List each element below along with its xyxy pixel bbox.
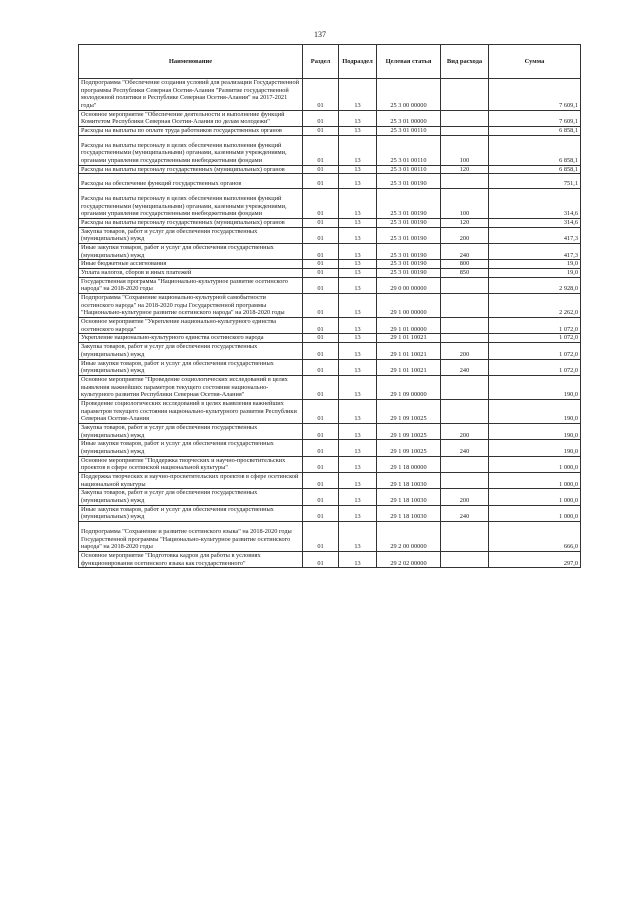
- row-name: Государственная программа "Национально-культурное развитие осетинского народа" на 2018-2020 годы: [79, 277, 303, 293]
- row-section: 01: [303, 110, 339, 126]
- row-section: 01: [303, 551, 339, 567]
- row-target: 29 1 01 10021: [377, 343, 441, 359]
- row-target: 29 1 18 00000: [377, 456, 441, 472]
- row-subsection: 13: [339, 505, 377, 521]
- table-row: [79, 110, 581, 126]
- table-row: [79, 269, 581, 278]
- row-sum: 666,0: [489, 521, 581, 551]
- row-sum: 6 858,1: [489, 127, 581, 136]
- row-expense-type: [441, 127, 489, 136]
- table-row: [79, 127, 581, 136]
- row-subsection: 13: [339, 79, 377, 111]
- row-section: 01: [303, 165, 339, 174]
- row-section: 01: [303, 318, 339, 334]
- row-expense-type: 240: [441, 244, 489, 260]
- row-section: 01: [303, 375, 339, 399]
- row-name: Основное мероприятие "Проведение социологических исследований в целях выявления важнейших параметров текущего состояния национально-культурного развития Республики Северная Осетия-Алания": [79, 375, 303, 399]
- row-target: 29 1 18 10030: [377, 489, 441, 505]
- row-section: 01: [303, 472, 339, 488]
- row-expense-type: 240: [441, 359, 489, 375]
- row-expense-type: [441, 472, 489, 488]
- row-name: Расходы на выплаты персоналу в целях обеспечения выполнения функций государственными (муниципальными) органами, казенными учреждениями, органами управления государственными внебюджетными фондами: [79, 189, 303, 219]
- row-sum: 1 072,0: [489, 359, 581, 375]
- row-section: 01: [303, 359, 339, 375]
- row-section: 01: [303, 269, 339, 278]
- row-section: 01: [303, 174, 339, 189]
- row-section: 01: [303, 423, 339, 439]
- row-name: Расходы на выплаты персоналу в целях обеспечения выполнения функций государственными (муниципальными) органами, казенными учреждениями, органами управления государственными внебюджетными фондами: [79, 135, 303, 165]
- row-sum: 1 072,0: [489, 343, 581, 359]
- row-target: 25 3 01 00190: [377, 219, 441, 228]
- row-target: 25 3 01 00000: [377, 110, 441, 126]
- row-name: Подпрограмма "Обеспечение создания условий для реализации Государственной программы Республики Северная Осетия-Алания "Развитие государственной молодежной политики в Республике Северная Осетия-Алания" на 2017-2021 годы": [79, 79, 303, 111]
- row-subsection: 13: [339, 423, 377, 439]
- row-name: Иные закупки товаров, работ и услуг для обеспечения государственных (муниципальных) нужд: [79, 359, 303, 375]
- table-row: [79, 260, 581, 269]
- row-name: Укрепление национально-культурного единства осетинского народа: [79, 334, 303, 343]
- row-sum: 1 072,0: [489, 334, 581, 343]
- table-row: [79, 334, 581, 343]
- row-section: 01: [303, 294, 339, 318]
- row-sum: 6 858,1: [489, 135, 581, 165]
- row-expense-type: 200: [441, 489, 489, 505]
- row-expense-type: 120: [441, 219, 489, 228]
- table-row: [79, 489, 581, 505]
- row-target: 25 3 01 00190: [377, 260, 441, 269]
- row-sum: 7 609,1: [489, 79, 581, 111]
- table-row: [79, 135, 581, 165]
- row-expense-type: 240: [441, 505, 489, 521]
- row-target: 29 1 18 10030: [377, 505, 441, 521]
- row-target: 29 2 00 00000: [377, 521, 441, 551]
- row-target: 29 1 01 00000: [377, 318, 441, 334]
- row-expense-type: [441, 399, 489, 423]
- row-target: 29 1 01 10021: [377, 359, 441, 375]
- row-target: 29 0 00 00000: [377, 277, 441, 293]
- row-sum: 6 858,1: [489, 165, 581, 174]
- row-section: 01: [303, 343, 339, 359]
- row-sum: 2 262,0: [489, 294, 581, 318]
- row-section: 01: [303, 399, 339, 423]
- row-subsection: 13: [339, 189, 377, 219]
- row-sum: 417,3: [489, 227, 581, 243]
- row-section: 01: [303, 219, 339, 228]
- row-subsection: 13: [339, 174, 377, 189]
- row-expense-type: [441, 334, 489, 343]
- column-header-sum: Сумма: [489, 45, 581, 79]
- row-name: Закупка товаров, работ и услуг для обеспечения государственных (муниципальных) нужд: [79, 423, 303, 439]
- row-expense-type: [441, 174, 489, 189]
- table-row: [79, 227, 581, 243]
- row-name: Расходы на выплаты по оплате труда работников государственных органов: [79, 127, 303, 136]
- row-sum: 417,3: [489, 244, 581, 260]
- column-header-expense-type: Вид расхода: [441, 45, 489, 79]
- table-header-row: [79, 45, 581, 79]
- row-expense-type: 100: [441, 135, 489, 165]
- table-row: [79, 505, 581, 521]
- row-expense-type: 120: [441, 165, 489, 174]
- row-name: Уплата налогов, сборов и иных платежей: [79, 269, 303, 278]
- row-target: 25 3 00 00000: [377, 79, 441, 111]
- table-row: [79, 277, 581, 293]
- row-subsection: 13: [339, 219, 377, 228]
- row-sum: 19,0: [489, 260, 581, 269]
- row-target: 25 3 01 00190: [377, 189, 441, 219]
- row-name: Подпрограмма "Сохранение и развитие осетинского языка" на 2018-2020 годы Государственной программы "Национально-культурное развитие осетинского народа" на 2018-2020 годы: [79, 521, 303, 551]
- row-target: 29 2 02 00000: [377, 551, 441, 567]
- row-subsection: 13: [339, 260, 377, 269]
- table-row: [79, 423, 581, 439]
- row-target: 25 3 01 00190: [377, 174, 441, 189]
- row-subsection: 13: [339, 399, 377, 423]
- row-target: 29 1 09 00000: [377, 375, 441, 399]
- row-target: 29 1 18 10030: [377, 472, 441, 488]
- column-header-subsection: Подраздел: [339, 45, 377, 79]
- row-section: 01: [303, 456, 339, 472]
- table-row: [79, 521, 581, 551]
- row-section: 01: [303, 79, 339, 111]
- row-subsection: 13: [339, 277, 377, 293]
- column-header-name: Наименование: [79, 45, 303, 79]
- budget-table: [78, 44, 581, 568]
- row-name: Проведение социологических исследований в целях выявления важнейших параметров текущего состояния национально-культурного развития Республики Северная Осетия-Алания: [79, 399, 303, 423]
- row-target: 29 1 00 00000: [377, 294, 441, 318]
- table-row: [79, 219, 581, 228]
- row-sum: 7 609,1: [489, 110, 581, 126]
- row-sum: 751,1: [489, 174, 581, 189]
- table-row: [79, 456, 581, 472]
- row-name: Подпрограмма "Сохранение национально-культурной самобытности осетинского народа" на 2018-2020 годы Государственной программы "Национально-культурное развитие осетинского народа" на 2018-2020 годы: [79, 294, 303, 318]
- row-subsection: 13: [339, 165, 377, 174]
- table-row: [79, 189, 581, 219]
- table-row: [79, 165, 581, 174]
- row-name: Иные закупки товаров, работ и услуг для обеспечения государственных (муниципальных) нужд: [79, 440, 303, 456]
- row-subsection: 13: [339, 127, 377, 136]
- row-sum: 1 072,0: [489, 318, 581, 334]
- row-subsection: 13: [339, 318, 377, 334]
- table-row: [79, 399, 581, 423]
- row-expense-type: [441, 318, 489, 334]
- row-subsection: 13: [339, 359, 377, 375]
- page-number: 137: [314, 30, 326, 39]
- row-target: 25 3 01 00190: [377, 269, 441, 278]
- row-subsection: 13: [339, 456, 377, 472]
- row-expense-type: 200: [441, 423, 489, 439]
- row-subsection: 13: [339, 521, 377, 551]
- row-name: Расходы на выплаты персоналу государственных (муниципальных) органов: [79, 165, 303, 174]
- row-section: 01: [303, 260, 339, 269]
- row-expense-type: [441, 79, 489, 111]
- row-section: 01: [303, 521, 339, 551]
- row-target: 29 1 09 10025: [377, 423, 441, 439]
- table-row: [79, 343, 581, 359]
- table-row: [79, 244, 581, 260]
- row-expense-type: 240: [441, 440, 489, 456]
- row-expense-type: [441, 294, 489, 318]
- row-section: 01: [303, 440, 339, 456]
- row-name: Основное мероприятие "Поддержка творческих и научно-просветительских проектов в сфере осетинской национальной культуры": [79, 456, 303, 472]
- row-expense-type: 100: [441, 189, 489, 219]
- row-section: 01: [303, 127, 339, 136]
- row-name: Основное мероприятие "Укрепление национально-культурного единства осетинского народа": [79, 318, 303, 334]
- table-row: [79, 174, 581, 189]
- row-sum: 19,0: [489, 269, 581, 278]
- row-target: 25 3 01 00110: [377, 135, 441, 165]
- row-target: 25 3 01 00190: [377, 244, 441, 260]
- row-section: 01: [303, 334, 339, 343]
- row-subsection: 13: [339, 375, 377, 399]
- row-section: 01: [303, 244, 339, 260]
- row-section: 01: [303, 277, 339, 293]
- row-sum: 190,0: [489, 423, 581, 439]
- row-target: 25 3 01 00190: [377, 227, 441, 243]
- row-sum: 1 000,0: [489, 472, 581, 488]
- row-sum: 1 000,0: [489, 489, 581, 505]
- row-subsection: 13: [339, 135, 377, 165]
- row-target: 25 3 01 00110: [377, 127, 441, 136]
- row-subsection: 13: [339, 334, 377, 343]
- row-section: 01: [303, 135, 339, 165]
- row-sum: 190,0: [489, 440, 581, 456]
- row-name: Основное мероприятие "Обеспечение деятельности и выполнение функций Комитетом Республики Северная Осетия-Алания по делам молодежи": [79, 110, 303, 126]
- row-target: 29 1 01 10021: [377, 334, 441, 343]
- table-row: [79, 79, 581, 111]
- row-sum: 190,0: [489, 399, 581, 423]
- row-subsection: 13: [339, 110, 377, 126]
- row-subsection: 13: [339, 244, 377, 260]
- row-expense-type: 200: [441, 227, 489, 243]
- row-sum: 297,0: [489, 551, 581, 567]
- row-expense-type: [441, 521, 489, 551]
- table-row: [79, 440, 581, 456]
- row-subsection: 13: [339, 472, 377, 488]
- row-name: Закупка товаров, работ и услуг для обеспечения государственных (муниципальных) нужд: [79, 227, 303, 243]
- row-section: 01: [303, 189, 339, 219]
- row-subsection: 13: [339, 227, 377, 243]
- row-expense-type: 800: [441, 260, 489, 269]
- row-expense-type: 200: [441, 343, 489, 359]
- column-header-section: Раздел: [303, 45, 339, 79]
- row-sum: 1 000,0: [489, 456, 581, 472]
- row-name: Иные закупки товаров, работ и услуг для обеспечения государственных (муниципальных) нужд: [79, 244, 303, 260]
- row-target: 29 1 09 10025: [377, 399, 441, 423]
- table-row: [79, 359, 581, 375]
- row-expense-type: [441, 110, 489, 126]
- column-header-target: Целевая статья: [377, 45, 441, 79]
- row-name: Основное мероприятие "Подготовка кадров для работы в условиях функционирования осетинского языка как государственного": [79, 551, 303, 567]
- row-expense-type: [441, 375, 489, 399]
- table-row: [79, 294, 581, 318]
- row-sum: 190,0: [489, 375, 581, 399]
- row-name: Поддержка творческих и научно-просветительских проектов в сфере осетинской национальной культуры: [79, 472, 303, 488]
- table-row: [79, 318, 581, 334]
- row-name: Закупка товаров, работ и услуг для обеспечения государственных (муниципальных) нужд: [79, 489, 303, 505]
- row-expense-type: 850: [441, 269, 489, 278]
- row-name: Иные закупки товаров, работ и услуг для обеспечения государственных (муниципальных) нужд: [79, 505, 303, 521]
- row-name: Иные бюджетные ассигнования: [79, 260, 303, 269]
- row-expense-type: [441, 551, 489, 567]
- row-target: 25 3 01 00110: [377, 165, 441, 174]
- row-name: Расходы на выплаты персоналу государственных (муниципальных) органов: [79, 219, 303, 228]
- row-sum: 2 928,0: [489, 277, 581, 293]
- row-subsection: 13: [339, 551, 377, 567]
- row-subsection: 13: [339, 489, 377, 505]
- row-sum: 314,6: [489, 219, 581, 228]
- row-expense-type: [441, 456, 489, 472]
- row-section: 01: [303, 227, 339, 243]
- row-subsection: 13: [339, 440, 377, 456]
- row-name: Закупка товаров, работ и услуг для обеспечения государственных (муниципальных) нужд: [79, 343, 303, 359]
- row-sum: 314,6: [489, 189, 581, 219]
- row-section: 01: [303, 489, 339, 505]
- row-sum: 1 000,0: [489, 505, 581, 521]
- row-expense-type: [441, 277, 489, 293]
- table-row: [79, 375, 581, 399]
- table-row: [79, 472, 581, 488]
- row-name: Расходы на обеспечение функций государственных органов: [79, 174, 303, 189]
- row-subsection: 13: [339, 294, 377, 318]
- row-target: 29 1 09 10025: [377, 440, 441, 456]
- row-subsection: 13: [339, 269, 377, 278]
- row-subsection: 13: [339, 343, 377, 359]
- row-section: 01: [303, 505, 339, 521]
- table-row: [79, 551, 581, 567]
